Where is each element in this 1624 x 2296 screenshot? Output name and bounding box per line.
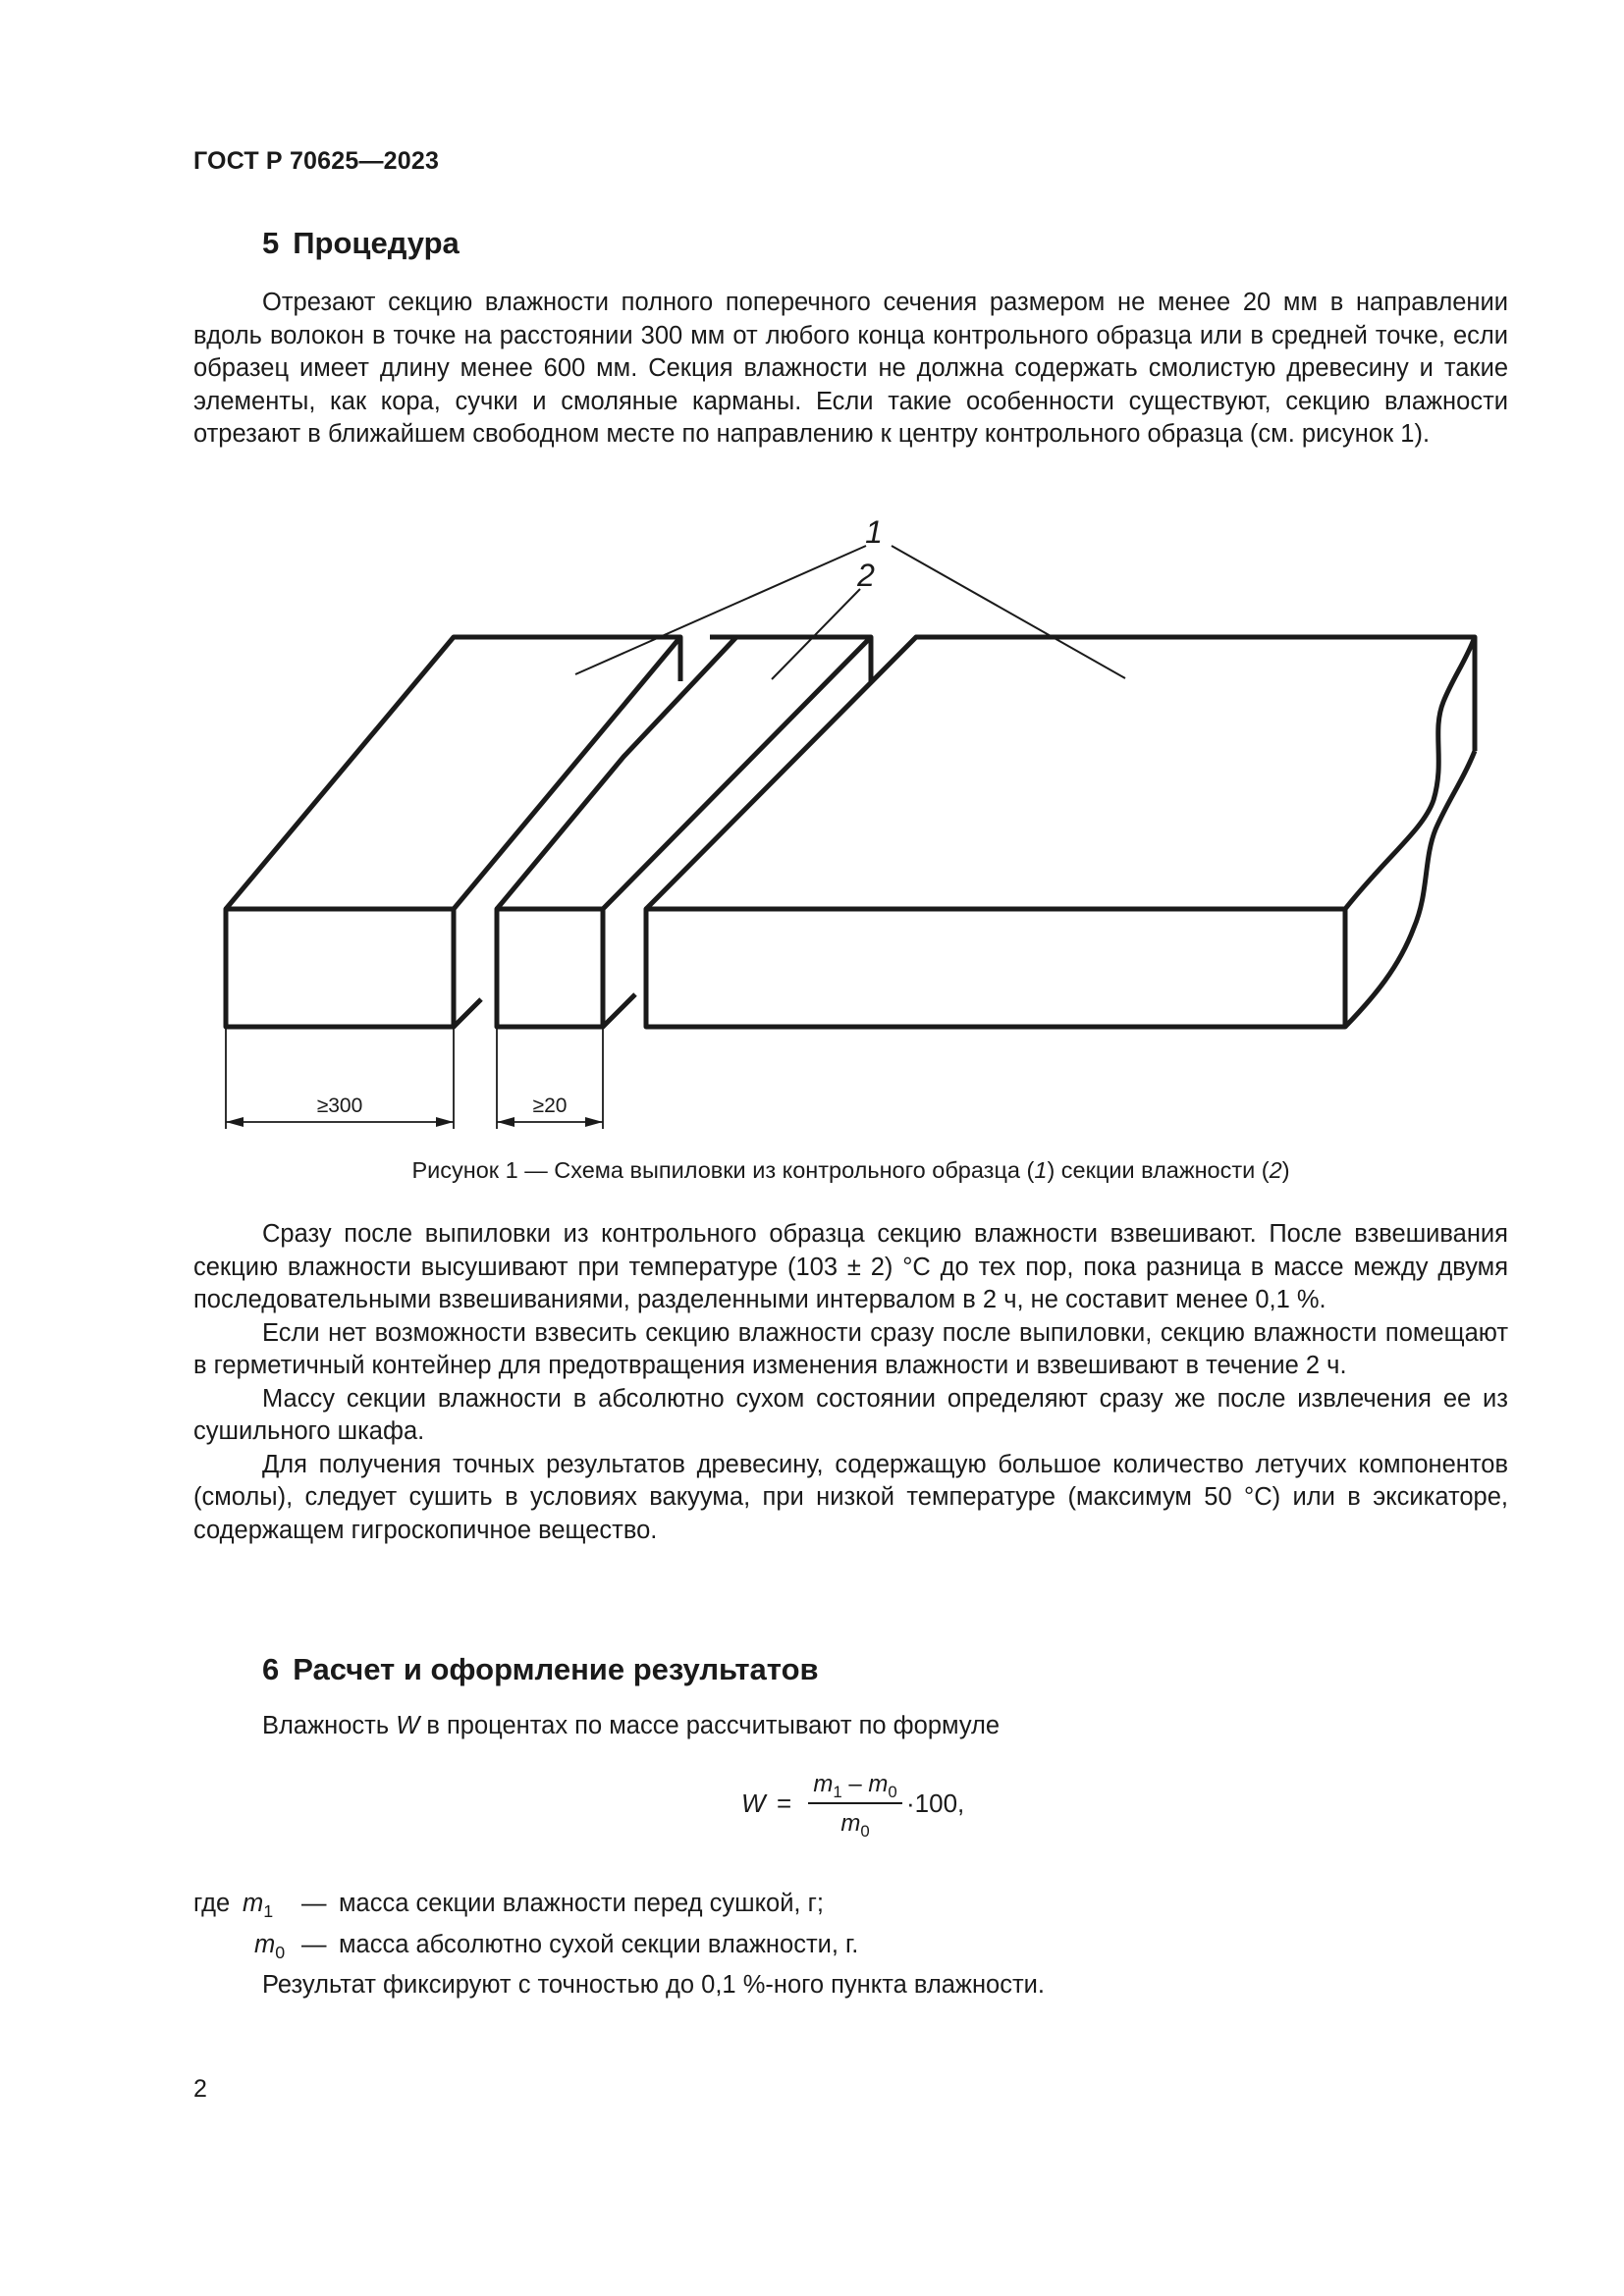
paragraph: Отрезают секцию влажности полного поперечного сечения размером не менее 20 мм в направлении вдоль волокон в точке на расстоянии 300 мм от любого конца контрольного образца или в средней точке, если образец имеет длину менее 600 мм. Секция влажности не должна содержать смолистую древесину и такие элементы, как кора, сучки и смоляные карманы. Если такие особенности существуют, секцию влажности отрезают в ближайшем свободном месте по направлению к центру контрольного образца (см. рисунок 1).	[193, 289, 1508, 448]
figure-1-drawing	[196, 506, 1512, 1139]
moisture-formula	[741, 1767, 1095, 1845]
section-title: Расчет и оформление результатов	[293, 1652, 819, 1686]
fraction-bar	[808, 1802, 902, 1804]
section-5-continued-text	[193, 1218, 1508, 1547]
figure-caption: Рисунок 1 — Схема выпиловки из контрольного образца (1) секции влажности (2)	[411, 1157, 1290, 1183]
formula-multiplier: ·100,	[906, 1789, 965, 1818]
result-statement: Результат фиксируют с точностью до 0,1 %-ного пункта влажности.	[262, 1971, 1045, 1999]
paragraph: Если нет возможности взвесить секцию влажности сразу после выпиловки, секцию влажности помещают в герметичный контейнер для предотвращения изменения влажности и взвешивают в течение 2 ч.	[193, 1318, 1508, 1379]
section-number: 6	[262, 1652, 280, 1686]
label-sample: 1	[865, 514, 883, 550]
section-6-heading	[262, 1652, 819, 1687]
page-number: 2	[193, 2075, 207, 2103]
dimension-section: ≥20	[532, 1095, 568, 1117]
paragraph: Массу секции влажности в абсолютно сухом состоянии определяют сразу же после извлечения ее из сушильного шкафа.	[193, 1384, 1508, 1445]
where-label: где	[193, 1890, 231, 1917]
label-moisture-section: 2	[857, 558, 875, 593]
variable-description: масса секции влажности перед сушкой, г;	[339, 1890, 824, 1917]
formula-lhs: W	[741, 1789, 766, 1818]
section-title: Процедура	[293, 226, 460, 260]
section-number: 5	[262, 226, 280, 260]
standard-designation: ГОСТ Р 70625—2023	[193, 147, 440, 175]
section-5-text	[193, 287, 1508, 452]
formula-numerator: $m_1 - m_0$	[813, 1771, 897, 1801]
variable-symbol: $m_0$	[254, 1931, 286, 1963]
paragraph: Сразу после выпиловки из контрольного образца секцию влажности взвешивают. После взвешивания секцию влажности высушивают при температуре (103 ± 2) °С до тех пор, пока разница в массе между двумя последовательными взвешиваниями, разделенными интервалом в 2 ч, не составит менее 0,1 %.	[193, 1220, 1508, 1313]
paragraph: Для получения точных результатов древесину, содержащую большое количество летучих компонентов (смолы), следует сушить в условиях вакуума, при низкой температуре (максимум 50 °С) или в эксикаторе, содержащем гигроскопичное вещество.	[193, 1450, 1508, 1544]
formula-denominator: $m_0$	[840, 1810, 870, 1841]
dimension-sample: ≥300	[316, 1095, 363, 1117]
formula-equals: =	[777, 1789, 792, 1818]
formula-intro: Влажность W в процентах по массе рассчитывают по формуле	[262, 1712, 1001, 1739]
variable-description: масса абсолютно сухой секции влажности, г.	[339, 1931, 859, 1958]
variable-symbol: $m_1$	[243, 1890, 274, 1922]
section-5-heading	[262, 226, 460, 261]
figure-1	[196, 506, 1512, 1139]
